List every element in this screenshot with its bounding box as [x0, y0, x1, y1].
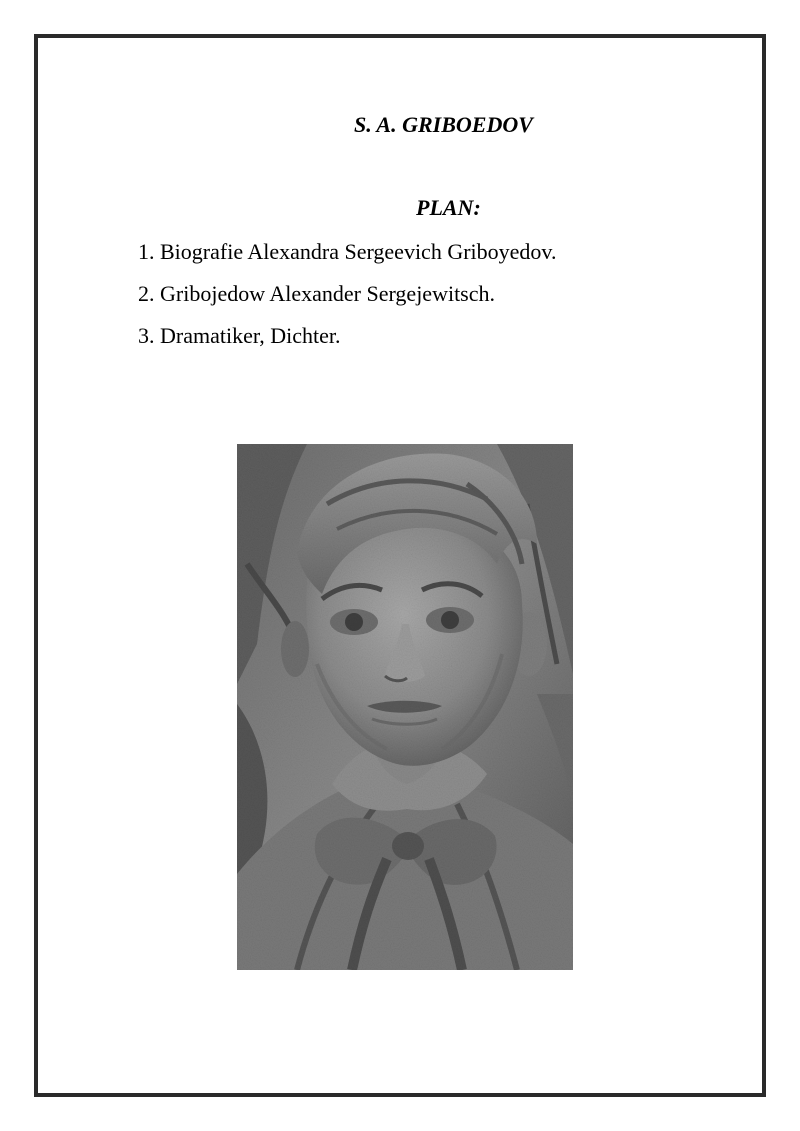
document-title: S. A. GRIBOEDOV [354, 112, 533, 137]
plan-item-1: 1. Biografie Alexandra Sergeevich Griboyedov. [138, 239, 557, 264]
plan-list [138, 231, 556, 357]
portrait-image [237, 444, 573, 970]
plan-heading: PLAN: [416, 195, 481, 220]
plan-item-2: 2. Gribojedow Alexander Sergejewitsch. [138, 281, 496, 306]
plan-item-3: 3. Dramatiker, Dichter. [138, 323, 341, 348]
